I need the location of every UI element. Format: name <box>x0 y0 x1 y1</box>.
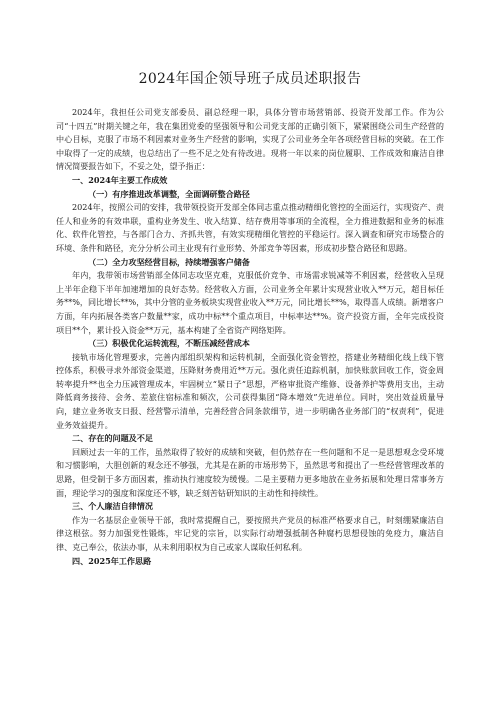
section-2-paragraph: 回顾过去一年的工作，虽然取得了较好的成绩和突破，但仍然存在一些问题和不足一是思想观念受环境和习惯影响，大胆创新的观念还不够强，尤其是在新的市场形势下，虽然思考和提出了一些经营管理改革的思路，但受制于多方面因素，推动执行速度较为缓慢。二是主要精力更多地放在业务拓展和处理日常事务方面，理论学习的强度和深度还不够，缺乏刻苦钻研知识的主动性和持续性。 <box>56 446 444 498</box>
section-3-paragraph: 作为一名基层企业领导干部，我时常提醒自己，要按照共产党员的标准严格要求自己，时刻绷紧廉洁自律这根弦。努力加强党性锻炼，牢记党的宗旨，以实际行动增强抵制各种腐朽思想侵蚀的免疫力，廉洁自律、克己奉公，依法办事，从未利用职权为自己或家人谋取任何私利。 <box>56 514 444 552</box>
section-3-heading: 三、个人廉洁自律情况 <box>72 501 153 512</box>
section-4-heading: 四、2025年工作思路 <box>72 555 152 566</box>
section-1-subheading-3: （三）积极优化运转流程，不断压减经营成本 <box>88 338 250 349</box>
section-1-paragraph-2: 年内，我带领市场营销部全体同志攻坚克难，克服低价竞争、市场需求锐减等不利因素，经营收入呈现上半年企稳下半年加速增加的良好态势。经营收入方面，公司业务全年累计实现营业收入**万元，超目标任务**%，同比增长**%，其中分管的业务板块实现营业收入**万元，同比增长**%，取得喜人成绩。新增客户方面，年内拓展各类客户数量**家，成功中标**个重点项目，中标率达**%。资产投资方面，全年完成投资项目**个，累计投入资金**万元，基本构建了全省资产网络矩阵。 <box>56 270 444 335</box>
section-1-subheading-2: （二）全力攻坚经营目标，持续增强客户储备 <box>88 256 250 267</box>
section-1-subheading-1: （一）有序推进改革调整，全面调研整合路径 <box>88 188 250 199</box>
document-title: 2024年国企领导班子成员述职报告 <box>138 71 362 87</box>
section-2-heading: 二、存在的问题及不足 <box>72 433 153 444</box>
section-1-heading: 一、2024年主要工作成效 <box>72 174 168 185</box>
section-1-paragraph-1: 2024年，按照公司的安排，我带领投资开发部全体同志重点推动精细化管控的全面运行，实现资产、责任人和业务的有效串联，重构业务发生、收入结算、结存费用等事项的全流程，全力推进数据和业务的标准化、软件化管控，与各部门合力、齐抓共管，有效实现精细化管控的平稳运行。深入调查和研究市场整合的环境、条件和路径，充分分析公司主业现有行业形势、外部竞争等因素，形成初步整合路径和思路。 <box>56 202 444 253</box>
intro-paragraph: 2024年，我担任公司党支部委员、副总经理一职，具体分管市场营销部、投资开发部工作。作为公司“十四五”时期关键之年，我在集团党委的坚强领导和公司党支部的正确引领下，紧紧围绕公司生产经营的中心目标，克服了市场不利因素对业务生产经营的影响，实现了公司业务全年各项经营目标的突破。在工作中取得了一定的成绩，也总结出了一些不足之处有待改进。现将一年以来的岗位履职、工作成效和廉洁自律情况简要报告如下，不妥之处，望予指正： <box>56 107 444 172</box>
section-1-paragraph-3: 接轨市场化管理要求，完善内部组织架构和运转机制，全面强化资金管控，搭建业务精细化线上线下管控体系，积极寻求外部资金渠道，压降财务费用近**万元。强化责任追踪机制，加快账款回收工作，资金周转率提升**也全力压减管理成本，牢固树立“紧日子”思想，严格审批资产维修、设备养护等费用支出，主动降低商务接待、会务、差旅住宿标准和频次，公司获得集团“降本增效”先进单位。同时，突出效益质量导向，建立业务收支日报、经营警示清单，完善经营合同条款细节，进一步明确各业务部门的“权责利”，促进业务效益提升。 <box>56 351 444 430</box>
